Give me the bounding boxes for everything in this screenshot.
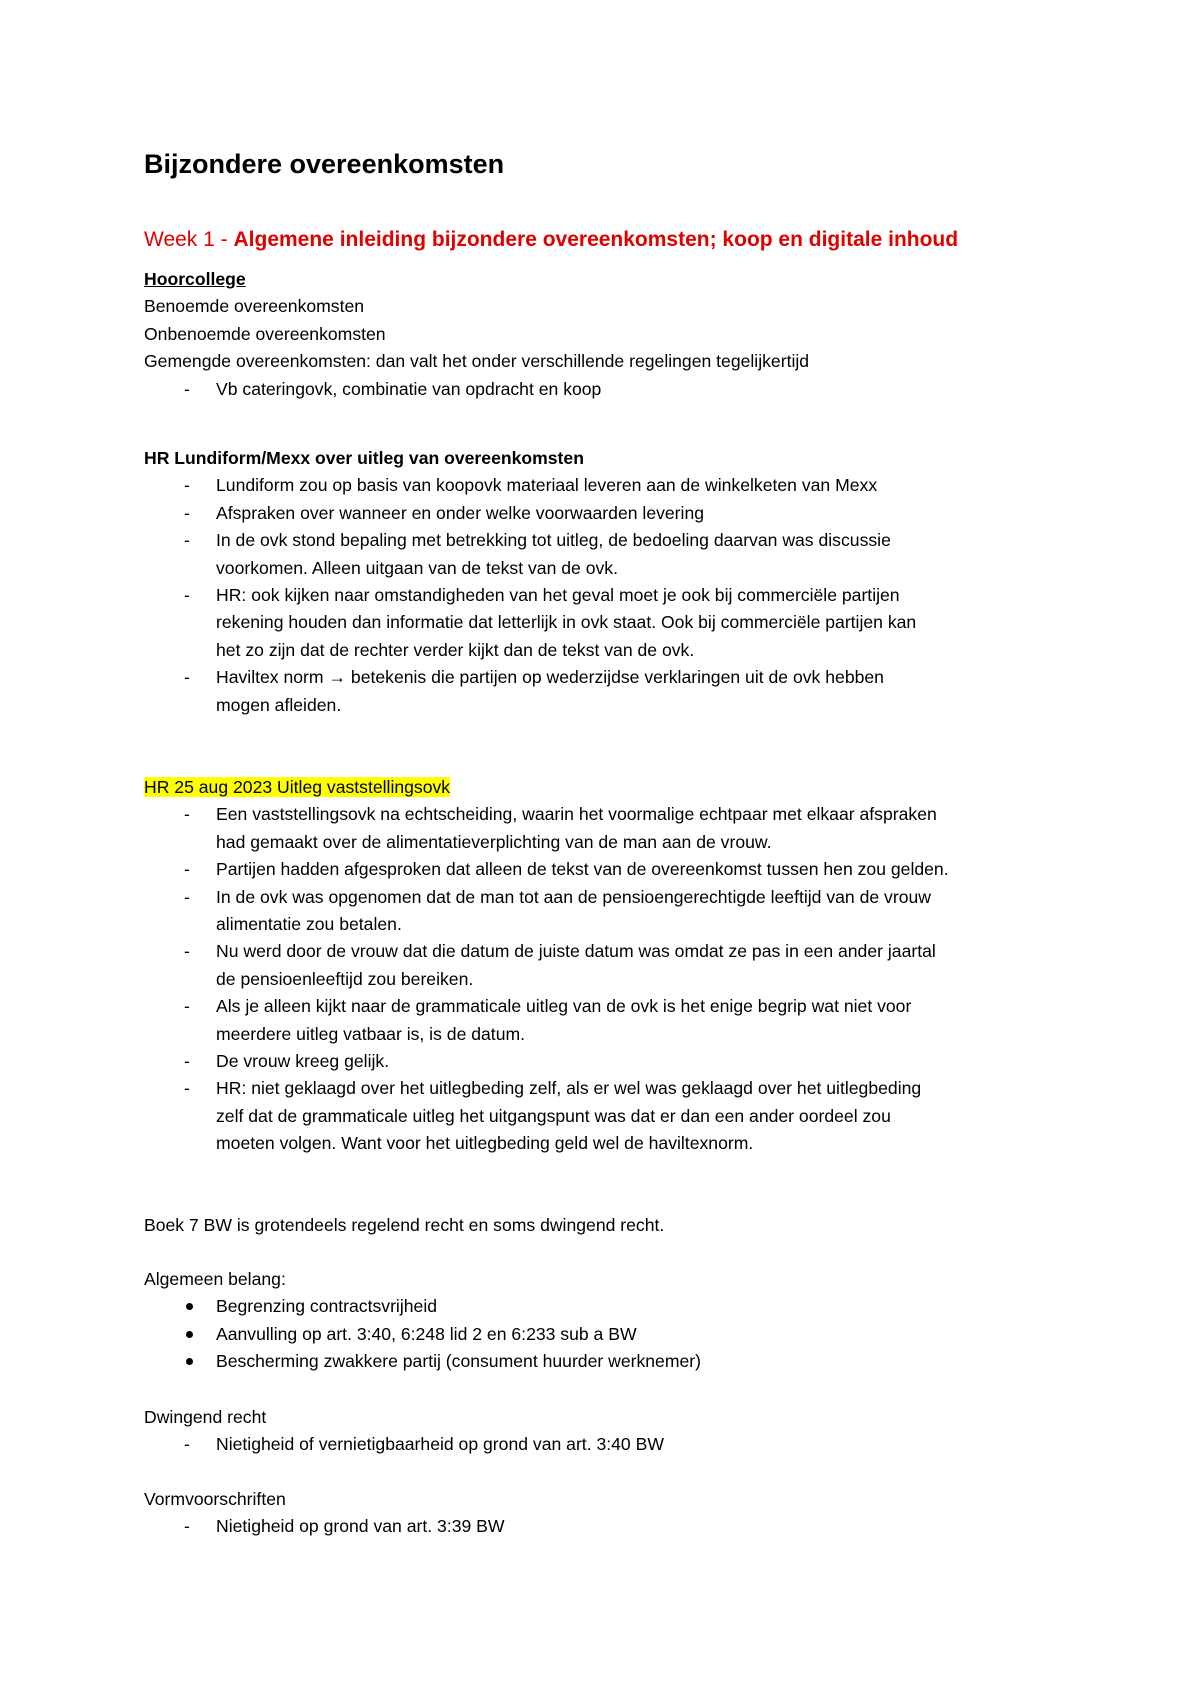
list-item: Aanvulling op art. 3:40, 6:248 lid 2 en 6:233 sub a BW [144, 1321, 1074, 1348]
list-item: - Als je alleen kijkt naar de grammaticale uitleg van de ovk is het enige begrip wat niet voor meerdere uitleg vatbaar is, is de datum. [184, 996, 912, 1044]
list-item: - Partijen hadden afgesproken dat alleen de tekst van de overeenkomst tussen hen zou gelden. [184, 859, 949, 880]
vorm-heading: Vormvoorschriften [144, 1489, 286, 1509]
bullet-icon [186, 1303, 193, 1310]
lundiform-list [144, 472, 1074, 719]
list-item: - Nietigheid op grond van art. 3:39 BW [184, 1516, 505, 1537]
dwingend-heading: Dwingend recht [144, 1407, 267, 1427]
section-boek7 [144, 1212, 1074, 1239]
section-hr25 [144, 774, 1074, 1158]
section-algemeen-belang [144, 1266, 1074, 1376]
hr25-heading: HR 25 aug 2023 Uitleg vaststellingsovk [144, 777, 451, 797]
hoorcollege-heading: Hoorcollege [144, 269, 246, 289]
bullet-icon [186, 1358, 193, 1365]
list-item: - HR: ook kijken naar omstandigheden van het geval moet je ook bij commerciële partijen rekening houden dan informatie dat letterlijk in ovk staat. Ook bij commerciële partijen kan het zo zijn dat de rechter verder kijkt dan de tekst van de ovk. [184, 585, 917, 660]
list-item: - De vrouw kreeg gelijk. [184, 1051, 390, 1072]
boek7-line: Boek 7 BW is grotendeels regelend recht en soms dwingend recht. [144, 1215, 665, 1235]
list-item: - In de ovk stond bepaling met betrekking tot uitleg, de bedoeling daarvan was discussie voorkomen. Alleen uitgaan van de tekst van de ovk. [184, 530, 891, 578]
list-item: - Afspraken over wanneer en onder welke voorwaarden levering [184, 502, 705, 523]
hoorcollege-line: Gemengde overeenkomsten: dan valt het onder verschillende regelingen tegelijkertijd [144, 351, 810, 372]
list-item: - Nietigheid of vernietigbaarheid op grond van art. 3:40 BW [184, 1434, 664, 1455]
week-label: Week 1 [144, 228, 215, 251]
document-title: Bijzondere overeenkomsten [144, 149, 505, 179]
list-item: - In de ovk was opgenomen dat de man tot aan de pensioengerechtigde leeftijd van de vrouw alimentatie zou betalen. [184, 886, 931, 935]
list-item: - Lundiform zou op basis van koopovk materiaal leveren aan de winkelketen van Mexx [184, 475, 878, 496]
algemeen-bullet-list [144, 1293, 1074, 1375]
bullet-icon [186, 1331, 193, 1338]
hoorcollege-line: Benoemde overeenkomsten [144, 296, 365, 317]
document-page [144, 144, 1074, 1537]
hoorcollege-line: Onbenoemde overeenkomsten [144, 323, 386, 344]
list-item: - Vb cateringovk, combinatie van opdracht en koop [184, 378, 602, 399]
list-item: - Een vaststellingsovk na echtscheiding, waarin het voormalige echtpaar met elkaar afspraken had gemaakt over de alimentatieverplichting van de man aan de vrouw. [184, 804, 937, 852]
vorm-list [144, 1513, 1074, 1540]
hoorcollege-dash-list [144, 376, 1074, 403]
dwingend-list [144, 1431, 1074, 1458]
week-title: Algemene inleiding bijzondere overeenkomsten; koop en digitale inhoud [233, 228, 959, 251]
list-item: Bescherming zwakkere partij (consument huurder werknemer) [144, 1348, 1074, 1375]
week-heading [144, 225, 958, 255]
list-item: Begrenzing contractsvrijheid [144, 1293, 1074, 1320]
section-dwingend-recht [144, 1404, 1074, 1459]
section-hoorcollege [144, 266, 1074, 403]
week-separator: - [214, 228, 234, 251]
list-item: - Haviltex norm → betekenis die partijen op wederzijdse verklaringen uit de ovk hebben mogen afleiden. [184, 667, 884, 715]
hr25-list [144, 801, 1074, 1157]
lundiform-heading: HR Lundiform/Mexx over uitleg van overeenkomsten [144, 448, 584, 468]
list-item: - HR: niet geklaagd over het uitlegbeding zelf, als er wel was geklaagd over het uitlegbeding zelf dat de grammaticale uitleg het uitgangspunt was dat er dan een ander oordeel zou moeten volgen. Want voor het uitlegbeding geld wel de haviltexnorm. [184, 1078, 922, 1154]
section-lundiform [144, 445, 1074, 719]
list-item: - Nu werd door de vrouw dat die datum de juiste datum was omdat ze pas in een ander jaartal de pensioenleeftijd zou bereiken. [184, 941, 936, 989]
section-vormvoorschriften [144, 1486, 1074, 1541]
algemeen-heading: Algemeen belang: [144, 1269, 286, 1289]
